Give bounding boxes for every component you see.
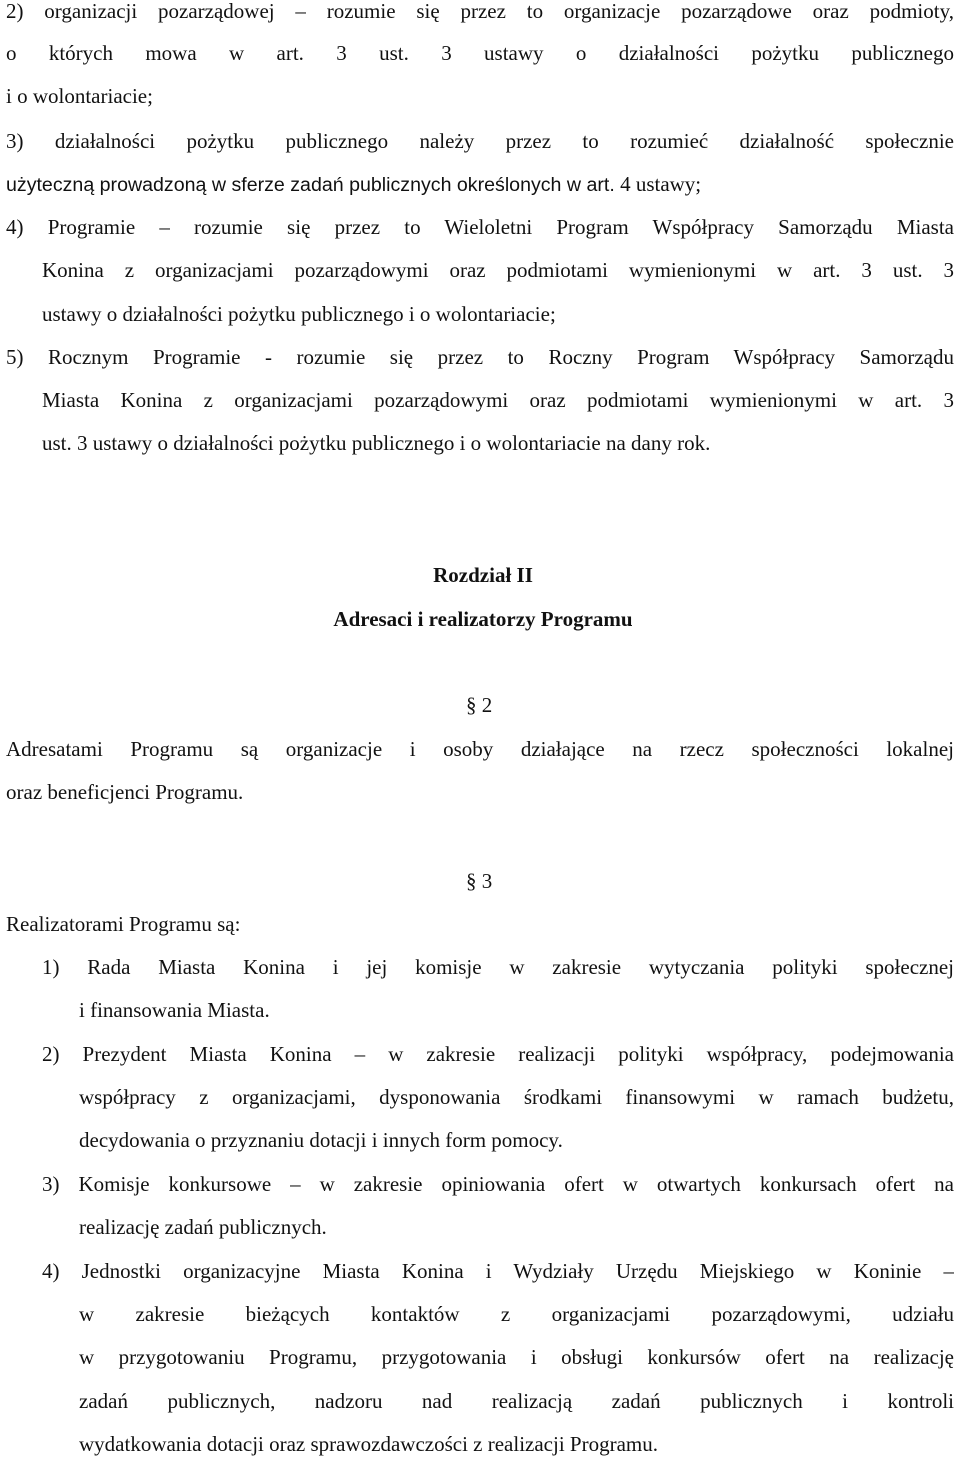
realizator-item-4-line-4: zadań publicznych, nadzoru nad realizacją zadań publicznych i kontroli xyxy=(79,1389,954,1413)
section-3-sign: § 3 xyxy=(466,869,493,893)
definition-item-3-line-2-tail: 4 ustawy; xyxy=(614,172,702,196)
realizator-item-2-line-1: 2) Prezydent Miasta Konina – w zakresie realizacji polityki współpracy, podejmowania xyxy=(42,1042,954,1066)
realizator-item-4-line-1: 4) Jednostki organizacyjne Miasta Konina i Wydziały Urzędu Miejskiego w Koninie – xyxy=(42,1259,954,1283)
realizator-item-1-line-2: i finansowania Miasta. xyxy=(79,998,270,1022)
definition-item-5-line-3: ust. 3 ustawy o działalności pożytku publicznego i o wolontariacie na dany rok. xyxy=(42,431,711,455)
definition-item-3-line-2 xyxy=(6,169,954,199)
definition-item-3-line-2-text: użyteczną prowadzoną w sferze zadań publicznych określonych w art. xyxy=(6,174,615,196)
section-3-intro: Realizatorami Programu są: xyxy=(6,912,241,936)
realizator-item-4-line-3: w przygotowaniu Programu, przygotowania i obsługi konkursów ofert na realizację xyxy=(79,1345,954,1369)
chapter-title: Adresaci i realizatorzy Programu xyxy=(333,607,633,631)
realizator-item-4-line-5: wydatkowania dotacji oraz sprawozdawczości z realizacji Programu. xyxy=(79,1432,658,1456)
section-2-sign: § 2 xyxy=(466,693,493,717)
section-2-line-1: Adresatami Programu są organizacje i osoby działające na rzecz społeczności lokalnej xyxy=(6,737,954,761)
realizator-item-4-line-2: w zakresie bieżących kontaktów z organizacjami pozarządowymi, udziału xyxy=(79,1302,954,1326)
definition-item-4-line-3: ustawy o działalności pożytku publicznego i o wolontariacie; xyxy=(42,302,556,326)
realizator-item-2-line-2: współpracy z organizacjami, dysponowania środkami finansowymi w ramach budżetu, xyxy=(79,1085,954,1109)
chapter-number: Rozdział II xyxy=(433,563,533,587)
definition-item-2-line-3: i o wolontariacie; xyxy=(6,84,153,108)
section-2-line-2: oraz beneficjenci Programu. xyxy=(6,780,244,804)
realizator-item-3-line-1: 3) Komisje konkursowe – w zakresie opiniowania ofert w otwartych konkursach ofert na xyxy=(42,1172,954,1196)
definition-item-5-line-2: Miasta Konina z organizacjami pozarządowymi oraz podmiotami wymienionymi w art. 3 xyxy=(42,388,954,412)
definition-item-4-line-2: Konina z organizacjami pozarządowymi oraz podmiotami wymienionymi w art. 3 ust. 3 xyxy=(42,258,954,282)
definition-item-4-line-1: 4) Programie – rozumie się przez to Wieloletni Program Współpracy Samorządu Miasta xyxy=(6,215,954,239)
definition-item-5-line-1: 5) Rocznym Programie - rozumie się przez to Roczny Program Współpracy Samorządu xyxy=(6,345,954,369)
realizator-item-1-line-1: 1) Rada Miasta Konina i jej komisje w zakresie wytyczania polityki społecznej xyxy=(42,955,954,979)
definition-item-3-line-1: 3) działalności pożytku publicznego należy przez to rozumieć działalność społecznie xyxy=(6,129,954,153)
realizator-item-2-line-3: decydowania o przyznaniu dotacji i innych form pomocy. xyxy=(79,1128,563,1152)
realizator-item-3-line-2: realizację zadań publicznych. xyxy=(79,1215,327,1239)
definition-item-2-line-1: 2) organizacji pozarządowej – rozumie się przez to organizacje pozarządowe oraz podmioty, xyxy=(6,0,954,23)
definition-item-2-line-2: o których mowa w art. 3 ust. 3 ustawy o działalności pożytku publicznego xyxy=(6,41,954,65)
